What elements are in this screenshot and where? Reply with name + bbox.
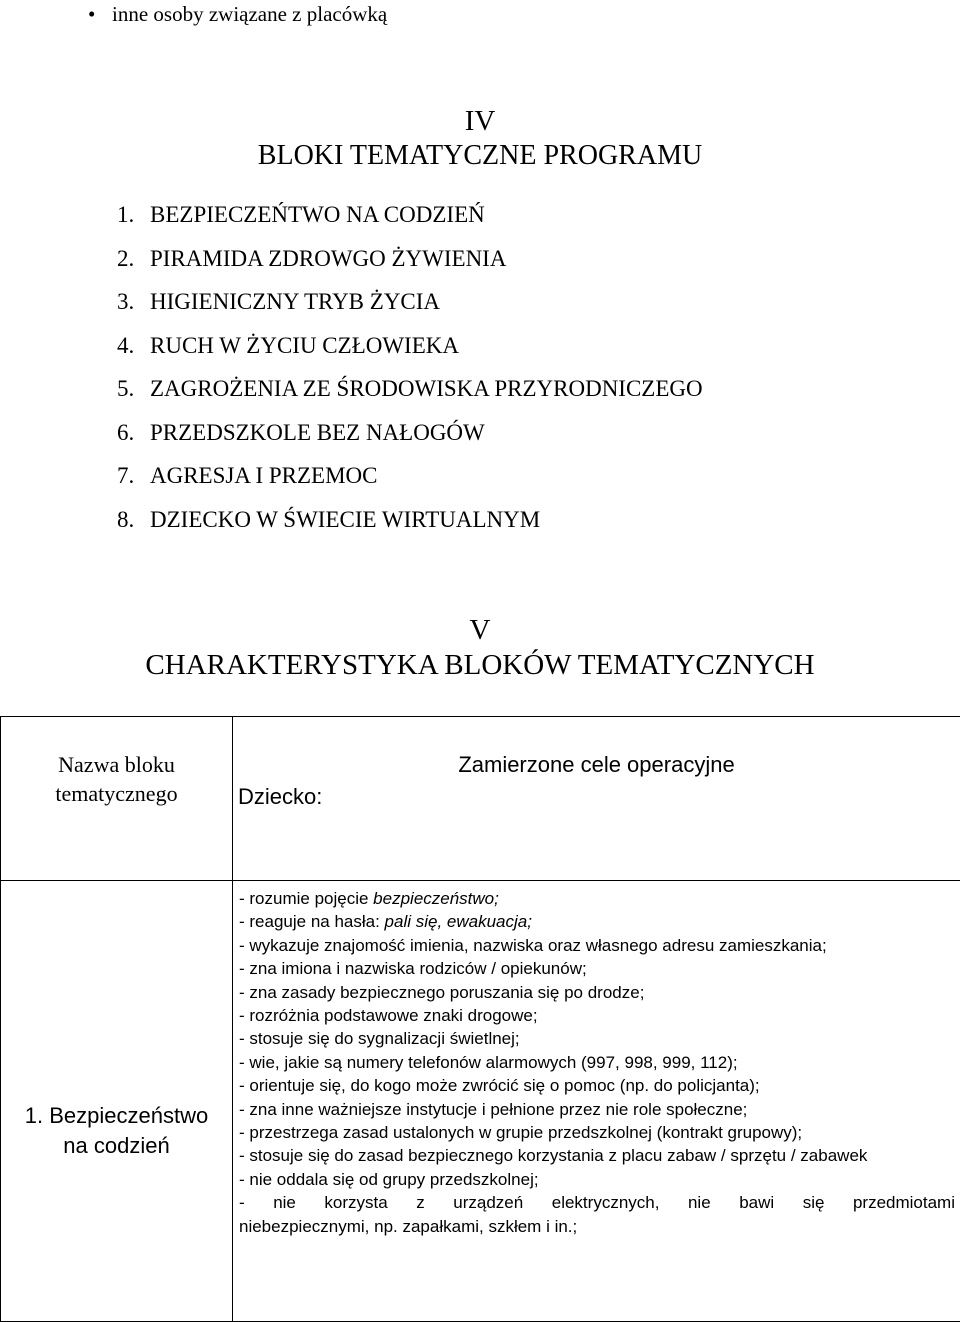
list-item <box>117 287 703 331</box>
goal-italic-text: pali się, ewakuacja; <box>385 912 532 931</box>
child-label: Dziecko: <box>238 784 322 810</box>
goal-item: - zna inne ważniejsze instytucje i pełnione przez nie role społeczne; <box>239 1098 955 1121</box>
list-item <box>117 505 703 549</box>
block-name-header-line1: Nazwa bloku <box>1 750 232 779</box>
list-item-label: PRZEDSZKOLE BEZ NAŁOGÓW <box>150 420 485 445</box>
goal-item: - rozróżnia podstawowe znaki drogowe; <box>239 1004 955 1027</box>
goal-text: - rozumie pojęcie <box>239 889 373 908</box>
list-item-label: ZAGROŻENIA ZE ŚRODOWISKA PRZYRODNICZEGO <box>150 376 703 401</box>
list-item-number: 6. <box>117 418 150 448</box>
goal-item: - stosuje się do sygnalizacji świetlnej; <box>239 1027 955 1050</box>
goal-item: - nie oddala się od grupy przedszkolnej; <box>239 1168 955 1191</box>
block-name-line1: 1. Bezpieczeństwo <box>1 1101 232 1131</box>
list-item <box>117 461 703 505</box>
goal-item <box>239 910 955 933</box>
list-item-label: BEZPIECZEŃTWO NA CODZIEŃ <box>150 202 485 227</box>
list-item-label: DZIECKO W ŚWIECIE WIRTUALNYM <box>150 507 540 532</box>
goal-item: - zna zasady bezpiecznego poruszania się po drodze; <box>239 981 955 1004</box>
goal-item: niebezpiecznymi, np. zapałkami, szkłem i in.; <box>239 1215 955 1238</box>
block-name-header-line2: tematycznego <box>1 779 232 808</box>
list-item-number: 7. <box>117 461 150 491</box>
list-item <box>117 244 703 288</box>
section-5-title: CHARAKTERYSTYKA BLOKÓW TEMATYCZNYCH <box>0 649 960 682</box>
table-row <box>1 881 960 1322</box>
goals-header-title: Zamierzone cele operacyjne <box>233 752 960 778</box>
list-item-number: 3. <box>117 287 150 317</box>
section-4-numeral: IV <box>0 105 960 138</box>
bullet-item <box>88 2 387 27</box>
list-item-number: 5. <box>117 374 150 404</box>
goal-item: - wie, jakie są numery telefonów alarmowych (997, 998, 999, 112); <box>239 1051 955 1074</box>
list-item <box>117 200 703 244</box>
goal-item: - stosuje się do zasad bezpiecznego korzystania z placu zabaw / sprzętu / zabawek <box>239 1144 955 1167</box>
blocks-characteristics-table <box>0 716 960 1322</box>
section-4-title: BLOKI TEMATYCZNE PROGRAMU <box>0 140 960 172</box>
list-item <box>117 418 703 462</box>
list-item-number: 2. <box>117 244 150 274</box>
goal-item: - zna imiona i nazwiska rodziców / opiekunów; <box>239 957 955 980</box>
list-item-number: 1. <box>117 200 150 230</box>
list-item-number: 4. <box>117 331 150 361</box>
goal-item: - orientuje się, do kogo może zwrócić się o pomoc (np. do policjanta); <box>239 1074 955 1097</box>
list-item <box>117 374 703 418</box>
goals-cell <box>233 881 960 1322</box>
thematic-blocks-list <box>117 200 703 548</box>
block-name-header <box>1 717 233 881</box>
goal-italic-text: bezpieczeństwo; <box>373 889 499 908</box>
bullet-dot-icon: • <box>88 2 112 27</box>
goal-item <box>239 887 955 910</box>
list-item-label: AGRESJA I PRZEMOC <box>150 463 377 488</box>
list-item-label: PIRAMIDA ZDROWGO ŻYWIENIA <box>150 246 506 271</box>
goals-header <box>233 717 960 881</box>
list-item-label: HIGIENICZNY TRYB ŻYCIA <box>150 289 440 314</box>
block-name-line2: na codzień <box>1 1131 232 1161</box>
block-name-cell <box>1 881 233 1322</box>
bullet-item-text: inne osoby związane z placówką <box>112 2 387 26</box>
list-item-number: 8. <box>117 505 150 535</box>
list-item <box>117 331 703 375</box>
goal-text: - reaguje na hasła: <box>239 912 385 931</box>
table-header-row <box>1 717 960 881</box>
goal-item: - nie korzysta z urządzeń elektrycznych, nie bawi się przedmiotami <box>239 1191 955 1214</box>
list-item-label: RUCH W ŻYCIU CZŁOWIEKA <box>150 333 459 358</box>
goal-item: - przestrzega zasad ustalonych w grupie przedszkolnej (kontrakt grupowy); <box>239 1121 955 1144</box>
section-5-numeral: V <box>0 614 960 647</box>
goal-item: - wykazuje znajomość imienia, nazwiska oraz własnego adresu zamieszkania; <box>239 934 955 957</box>
